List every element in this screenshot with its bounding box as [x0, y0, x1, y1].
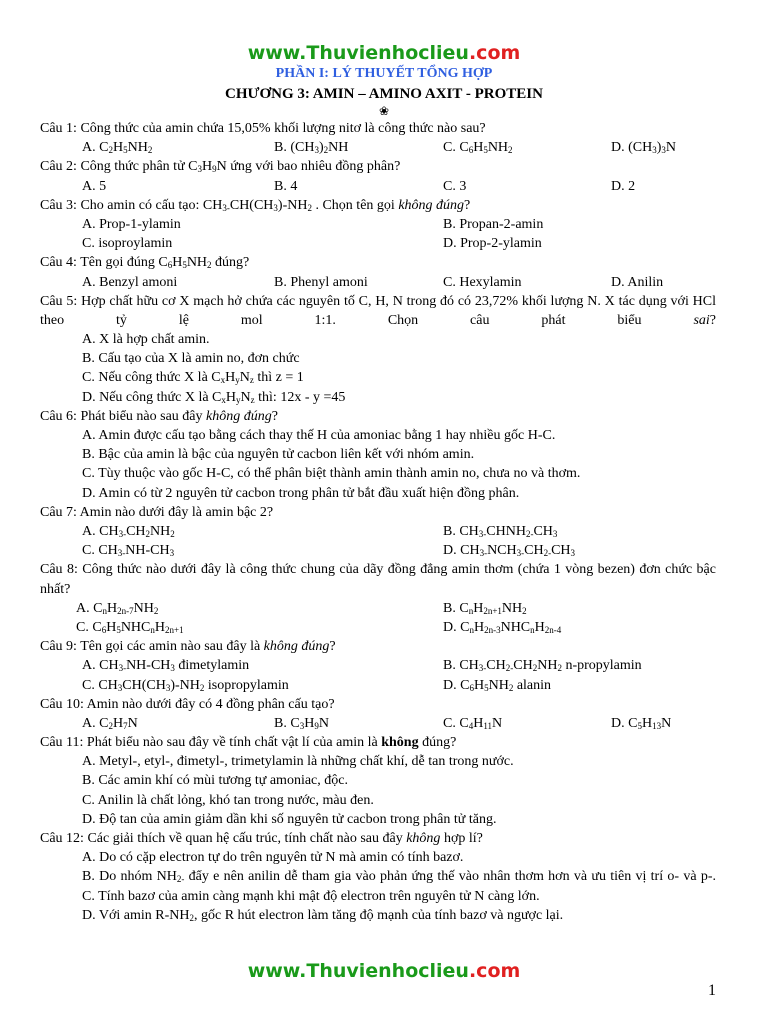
options-row [40, 676, 716, 695]
options-row [40, 215, 716, 234]
option-b[interactable]: B. Các amin khí có mùi tương tự amoniac, độc. [82, 773, 348, 789]
option-d[interactable]: D. $C_nH_{2n-3}NHC_nH_{2n-4}$ [443, 619, 562, 635]
options-row [40, 138, 716, 157]
option-b[interactable]: B. $CH_{3-}CH_{2-}CH_2NH_2$ n-propylamin [443, 658, 642, 674]
option-b[interactable]: B. $C_3H_9N$ [274, 715, 329, 731]
option-b[interactable]: B. $CH_{3-}CHNH_{2-}CH_3$ [443, 523, 558, 539]
site-prefix: www. [247, 960, 307, 982]
question-stem: Câu 11: Phát biểu nào sau đây về tính chất vật lí của amin là không đúng? [40, 735, 457, 751]
option-a[interactable]: A. Prop-1-ylamin [82, 216, 181, 232]
option-d[interactable]: D. $C_5H_{13}N$ [611, 715, 672, 731]
option-d[interactable]: D. $CH_{3-}NCH_{3-}CH_{2-}CH_3$ [443, 543, 576, 559]
options-row [40, 522, 716, 541]
option-d[interactable]: D. 2 [611, 178, 636, 194]
site-brand: Thuvienhoclieu [306, 42, 469, 64]
option-d[interactable]: D. $(CH_3)_3N$ [611, 140, 677, 156]
option-b[interactable]: B. Phenyl amoni [274, 274, 368, 290]
question-stem: Câu 7: Amin nào dưới đây là amin bậc 2? [40, 504, 274, 520]
question-stem: Câu 5: Hợp chất hữu cơ X mạch hở chứa các nguyên tố C, H, N trong đó có 23,72% khối lượng N. X tác dụng với HCl theo tỷ lệ mol 1:1. Chọn câu phát biểu sai? [40, 293, 716, 328]
option-a[interactable]: A. $CH_{3-}NH-CH_3$ đimetylamin [82, 658, 250, 674]
option-a[interactable]: A. $C_2H_7N$ [82, 715, 138, 731]
question-stem: Câu 4: Tên gọi đúng $C_6H_5NH_2$ đúng? [40, 255, 250, 271]
option-b[interactable]: B. $C_nH_{2n+1}NH_2$ [443, 600, 527, 616]
option-c[interactable]: C. $C_6H_5NH_2$ [443, 140, 513, 156]
option-d[interactable]: D. $C_6H_5NH_2$ alanin [443, 677, 552, 693]
question-stem: Câu 6: Phát biểu nào sau đây không đúng? [40, 408, 278, 424]
question-stem: Câu 3: Cho amin có cấu tạo: $CH_{3-}CH(CH_3)-NH_2$ . Chọn tên gọi không đúng? [40, 197, 471, 213]
options-row [40, 541, 716, 560]
option-c[interactable]: C. $C_6H_5NHC_nH_{2n+1}$ [76, 619, 184, 635]
option-d[interactable]: D. Amin có từ 2 nguyên tử cacbon trong phân tử bắt đầu xuất hiện đồng phân. [82, 485, 520, 501]
site-suffix: .com [468, 960, 521, 982]
option-c[interactable]: C. Anilin là chất lỏng, khó tan trong nước, màu đen. [82, 792, 374, 808]
option-b[interactable]: B. $(CH_3)_2NH$ [274, 140, 349, 156]
option-a[interactable]: A. $C_nH_{2n-7}NH_2$ [76, 600, 159, 616]
chapter-title: CHƯƠNG 3: AMIN – AMINO AXIT - PROTEIN [225, 86, 543, 102]
question-stem: Câu 1: Công thức của amin chứa 15,05% khối lượng nitơ là công thức nào sau? [40, 121, 486, 136]
option-c[interactable]: C. $CH_{3-}NH-CH_3$ [82, 543, 175, 559]
option-c[interactable]: C. Tùy thuộc vào gốc H-C, có thể phân biệt thành amin thành amin no, chưa no và thơm. [82, 466, 581, 482]
option-b[interactable]: B. Cấu tạo của X là amin no, đơn chức [82, 351, 300, 367]
option-c[interactable]: C. Nếu công thức X là $C_xH_yN_z$ thì z = 1 [82, 370, 304, 386]
option-d[interactable]: D. Nếu công thức X là $C_xH_yN_z$ thì: 12x - y =45 [82, 389, 346, 405]
question-stem: Câu 8: Công thức nào dưới đây là công thức chung của dãy đồng đẳng amin thơm (chứa 1 vòng bezen) đơn chức bậc nhất? [40, 562, 716, 597]
option-c[interactable]: C. $CH_3CH(CH_3)-NH_2$ isopropylamin [82, 677, 289, 693]
option-a[interactable]: A. 5 [82, 178, 107, 194]
option-a[interactable]: A. $C_2H_5NH_2$ [82, 140, 153, 156]
site-prefix: www. [247, 42, 307, 64]
option-d[interactable]: D. Độ tan của amin giảm dần khi số nguyên tử cacbon trong phân tử tăng. [82, 811, 497, 827]
flower-ornament-icon: ❀ [378, 104, 390, 118]
site-brand: Thuvienhoclieu [306, 960, 469, 982]
option-a[interactable]: A. $CH_{3-}CH_2NH_2$ [82, 523, 175, 539]
option-a[interactable]: A. X là hợp chất amin. [82, 332, 210, 348]
part-title: PHẦN I: LÝ THUYẾT TỔNG HỢP [275, 66, 493, 81]
footer-site-name[interactable] [0, 960, 768, 982]
option-a[interactable]: A. Benzyl amoni [82, 274, 178, 290]
option-d[interactable]: D. Với amin $R-NH_2$, gốc R hút electron làm tăng độ mạnh của tính bazơ và ngược lại. [82, 907, 564, 923]
header-site-name[interactable] [0, 42, 768, 64]
page-number: 1 [708, 982, 716, 999]
option-c[interactable]: C. $C_4H_{11}N$ [443, 715, 503, 731]
options-row [40, 714, 716, 733]
options-row [40, 273, 716, 292]
option-a[interactable]: A. Metyl-, etyl-, đimetyl-, trimetylamin là những chất khí, dễ tan trong nước. [82, 754, 514, 770]
options-row [40, 599, 716, 618]
option-b[interactable]: B. Propan-2-amin [443, 216, 544, 232]
option-c[interactable]: C. Hexylamin [443, 274, 522, 290]
option-d[interactable]: D. Anilin [611, 274, 664, 290]
question-list [40, 119, 716, 925]
site-suffix: .com [468, 42, 521, 64]
question-stem: Câu 9: Tên gọi các amin nào sau đây là không đúng? [40, 639, 336, 655]
option-c[interactable]: C. Tính bazơ của amin càng mạnh khi mật độ electron trên nguyên tử N càng lớn. [82, 888, 540, 904]
option-c[interactable]: C. isoproylamin [82, 236, 173, 252]
option-a[interactable]: A. Amin được cấu tạo bằng cách thay thế H của amoniac bằng 1 hay nhiều gốc H-C. [82, 428, 556, 444]
option-b[interactable]: B. Do nhóm $NH_{2-}$ đẩy e nên anilin dễ tham gia vào phản ứng thế vào nhân thơm hơn và ưu tiên vị trí o- và p-. [82, 869, 716, 885]
question-stem: Câu 12: Các giải thích về quan hệ cấu trúc, tính chất nào sau đây không hợp lí? [40, 831, 483, 846]
question-stem: Câu 10: Amin nào dưới đây có 4 đồng phân cấu tạo? [40, 696, 335, 712]
options-row [40, 656, 716, 675]
option-a[interactable]: A. Do có cặp electron tự do trên nguyên tử N mà amin có tính bazơ. [82, 850, 464, 866]
option-d[interactable]: D. Prop-2-ylamin [443, 236, 542, 252]
question-stem: Câu 2: Công thức phân tử $C_3H_9N$ ứng với bao nhiêu đồng phân? [40, 159, 401, 175]
option-c[interactable]: C. 3 [443, 178, 467, 194]
options-row [40, 177, 716, 196]
option-b[interactable]: B. 4 [274, 178, 298, 194]
options-row [40, 618, 716, 637]
option-b[interactable]: B. Bậc của amin là bậc của nguyên tử cacbon liên kết với nhóm amin. [82, 447, 475, 463]
options-row [40, 234, 716, 253]
